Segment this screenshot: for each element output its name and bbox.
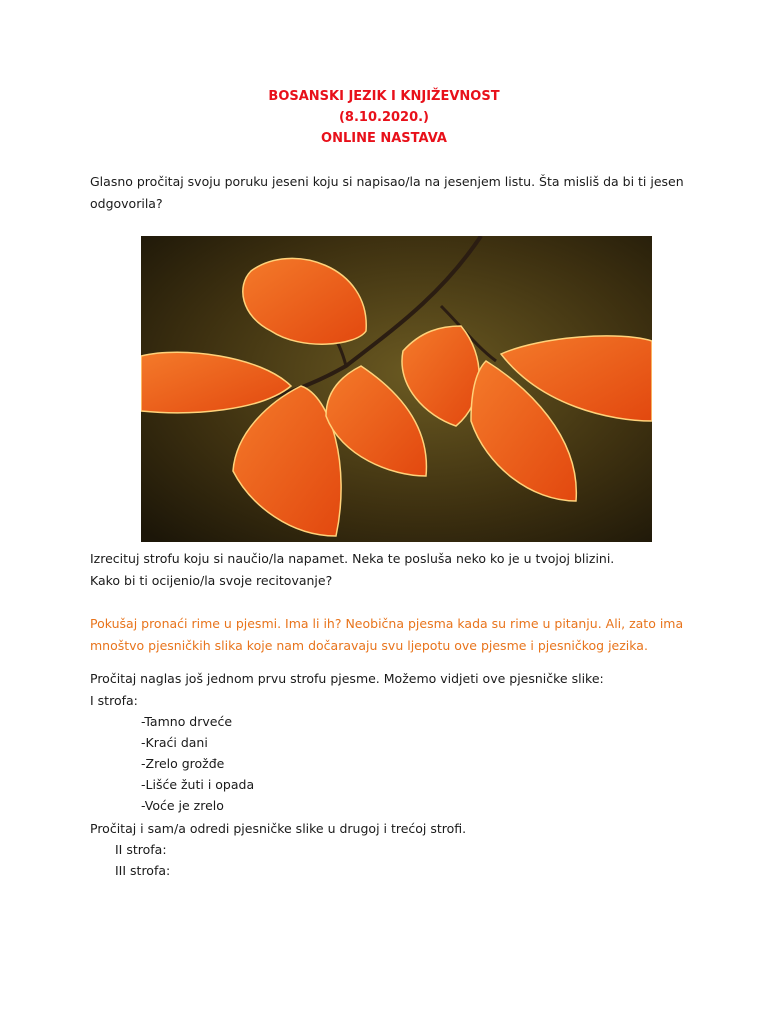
intro-line-1: Glasno pročitaj svoju poruku jeseni koju si napisao/la na jesenjem listu. Šta misliš da bi ti jesen	[90, 174, 684, 189]
reread-line: Pročitaj naglas još jednom prvu strofu pjesme. Možemo vidjeti ove pjesničke slike:	[90, 671, 604, 686]
reread-paragraph	[90, 668, 690, 711]
intro-line-2: odgovorila?	[90, 195, 163, 211]
recite-line-2: Kako bi ti ocijenio/la svoje recitovanje?	[90, 572, 333, 588]
recite-paragraph	[90, 548, 690, 591]
list-item: -Lišće žuti i opada	[141, 777, 255, 792]
autumn-leaves-photo	[141, 236, 652, 542]
rhymes-paragraph	[90, 613, 690, 656]
recite-line-1: Izrecituj strofu koju si naučio/la napamet. Neka te posluša neko ko je u tvojoj blizini.	[90, 551, 615, 566]
list-item: -Voće je zrelo	[141, 798, 224, 813]
intro-paragraph	[90, 171, 690, 214]
task-line: Pročitaj i sam/a odredi pjesničke slike u drugoj i trećoj strofi.	[90, 821, 467, 836]
rhymes-line-2: mnoštvo pjesničkih slika koje nam dočaravaju svu ljepotu ove pjesme i pjesničkog jezika.	[90, 637, 648, 653]
list-item: -Zrelo grožđe	[141, 756, 225, 771]
list-item: -Kraći dani	[141, 735, 208, 750]
autumn-leaves-icon	[141, 236, 652, 542]
strofa-1-heading: I strofa:	[90, 692, 138, 708]
list-item: -Tamno drveće	[141, 714, 233, 729]
strofa-2-heading: II strofa:	[115, 842, 167, 857]
document-header	[0, 86, 768, 149]
date-label: (8.10.2020.)	[338, 110, 430, 125]
class-type-label: ONLINE NASTAVA	[321, 131, 447, 146]
rhymes-line-1: Pokušaj pronaći rime u pjesmi. Ima li ih? Neobična pjesma kada su rime u pitanju. Ali, zato ima	[90, 616, 684, 631]
subject-title: BOSANSKI JEZIK I KNJIŽEVNOST	[268, 89, 500, 104]
strofa-3-heading: III strofa:	[115, 863, 171, 878]
task-paragraph	[90, 818, 690, 840]
